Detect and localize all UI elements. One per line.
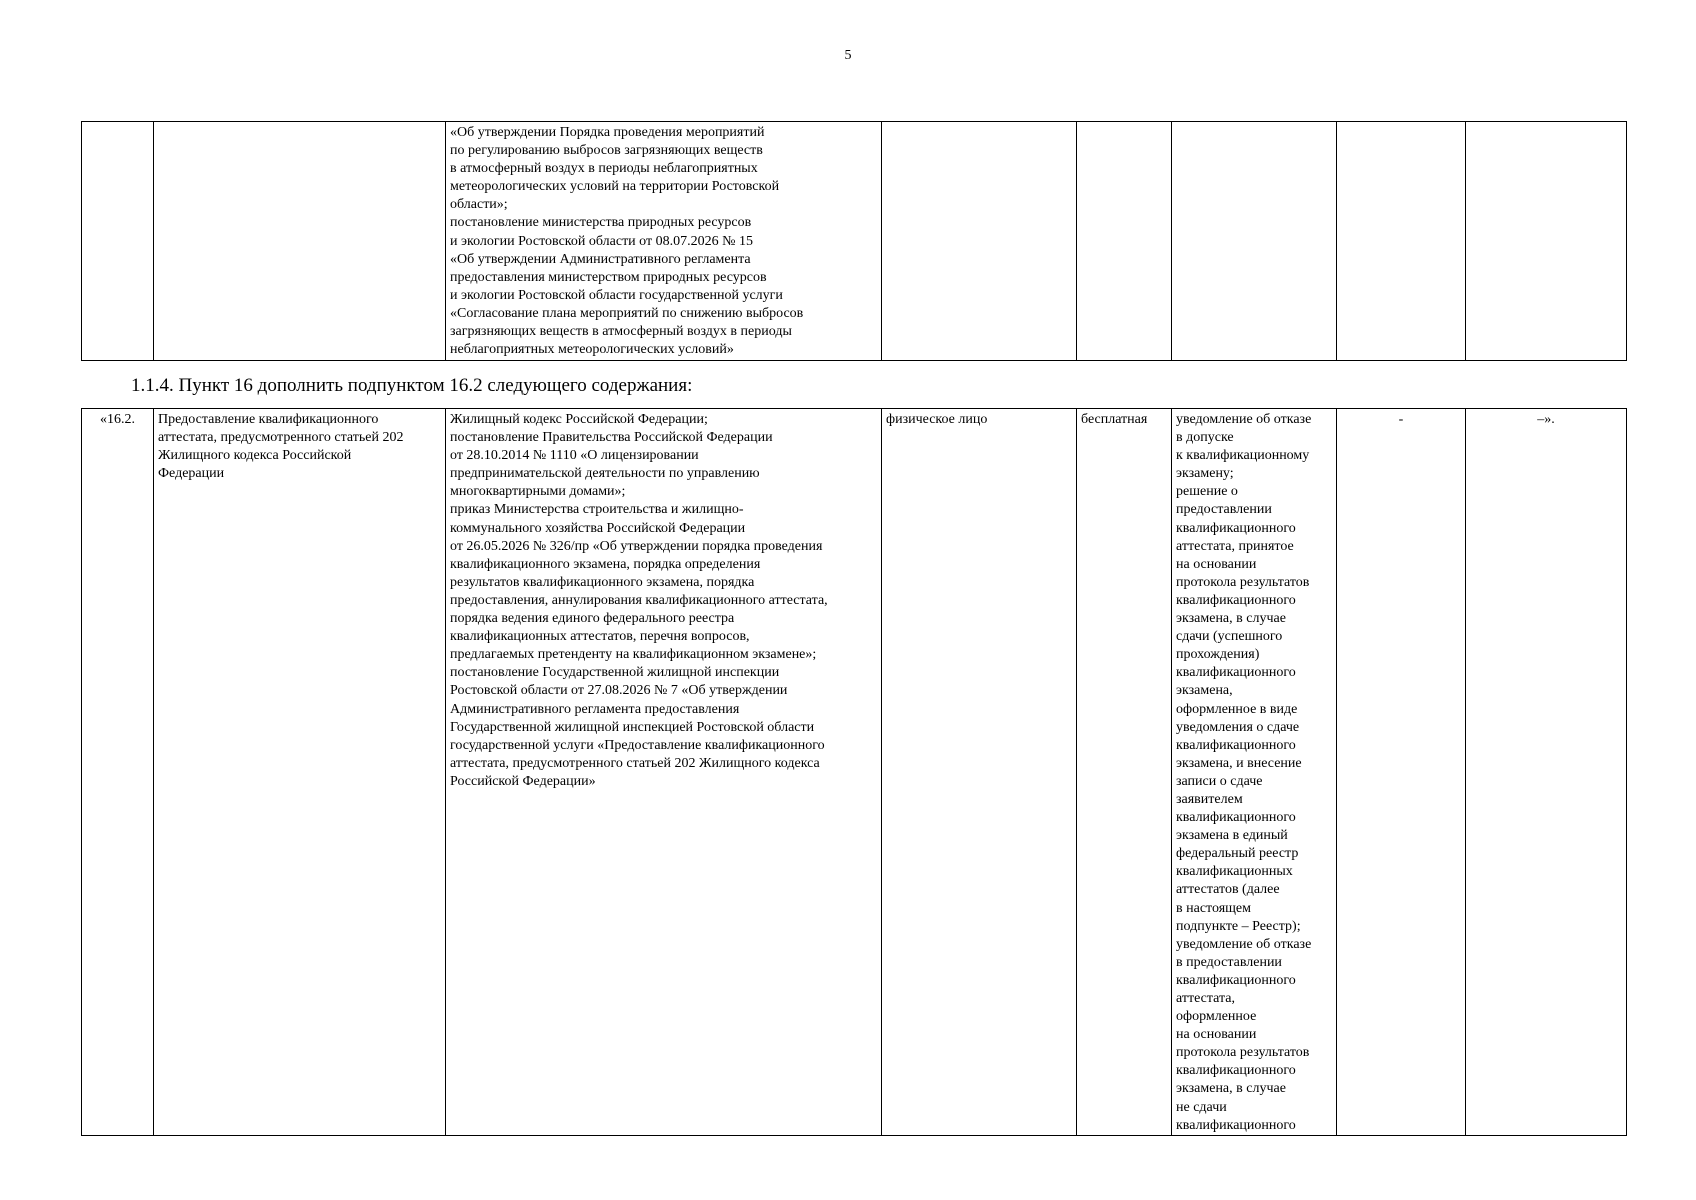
cell-service-name — [154, 122, 446, 361]
cell-number — [82, 122, 154, 361]
cell-legal-basis: Жилищный кодекс Российской Федерации; постановление Правительства Российской Федерации от 28.10.2014 № 1110 «О лицензировании предпринимательской деятельности по управлению многоквартирными домами»; приказ Министерства строительства и жилищно- коммунального хозяйства Российской Федерации от 26.05.2026 № 326/пр «Об утверждении порядка проведения квалификационного экзамена, порядка определения результатов квалификационного экзамена, порядка предоставления, аннулирования квалификационного аттестата, порядка ведения единого федерального реестра квалификационных аттестатов, перечня вопросов, предлагаемых претенденту на квалификационном экзамене»; постановление Государственной жилищной инспекции Ростовской области от 27.08.2026 № 7 «Об утверждении Административного регламента предоставления Государственной жилищной инспекцией Ростовской области государственной услуги «Предоставление квалификационного аттестата, предусмотренного статьей 202 Жилищного кодекса Российской Федерации» — [446, 409, 882, 1136]
cell-col8: –». — [1466, 409, 1627, 1136]
cell-result: уведомление об отказе в допуске к квалификационному экзамену; решение о предоставлении квалификационного аттестата, принятое на основании протокола результатов квалификационного экзамена, в случае сдачи (успешного прохождения) квалификационного экзамена, оформленное в виде уведомления о сдаче квалификационного экзамена, и внесение записи о сдаче заявителем квалификационного экзамена в единый федеральный реестр квалификационных аттестатов (далее в настоящем подпункте – Реестр); уведомление об отказе в предоставлении квалификационного аттестата, оформленное на основании протокола результатов квалификационного экзамена, в случае не сдачи квалификационного — [1172, 409, 1337, 1136]
cell-applicant — [882, 122, 1077, 361]
services-table-new-item — [81, 408, 1627, 1136]
table-row — [82, 122, 1627, 361]
cell-service-name: Предоставление квалификационного аттестата, предусмотренного статьей 202 Жилищного кодекса Российской Федерации — [154, 409, 446, 1136]
services-table-continued — [81, 121, 1627, 361]
cell-col7: - — [1337, 409, 1466, 1136]
cell-payment: бесплатная — [1077, 409, 1172, 1136]
cell-col7 — [1337, 122, 1466, 361]
cell-number: «16.2. — [82, 409, 154, 1136]
amendment-paragraph: 1.1.4. Пункт 16 дополнить подпунктом 16.2 следующего содержания: — [131, 375, 693, 396]
cell-payment — [1077, 122, 1172, 361]
cell-applicant: физическое лицо — [882, 409, 1077, 1136]
table-row — [82, 409, 1627, 1136]
page-number: 5 — [844, 48, 852, 63]
cell-col8 — [1466, 122, 1627, 361]
cell-result — [1172, 122, 1337, 361]
cell-legal-basis: «Об утверждении Порядка проведения мероприятий по регулированию выбросов загрязняющих веществ в атмосферный воздух в периоды неблагоприятных метеорологических условий на территории Ростовской области»; постановление министерства природных ресурсов и экологии Ростовской области от 08.07.2026 № 15 «Об утверждении Административного регламента предоставления министерством природных ресурсов и экологии Ростовской области государственной услуги «Согласование плана мероприятий по снижению выбросов загрязняющих веществ в атмосферный воздух в периоды неблагоприятных метеорологических условий» — [446, 122, 882, 361]
